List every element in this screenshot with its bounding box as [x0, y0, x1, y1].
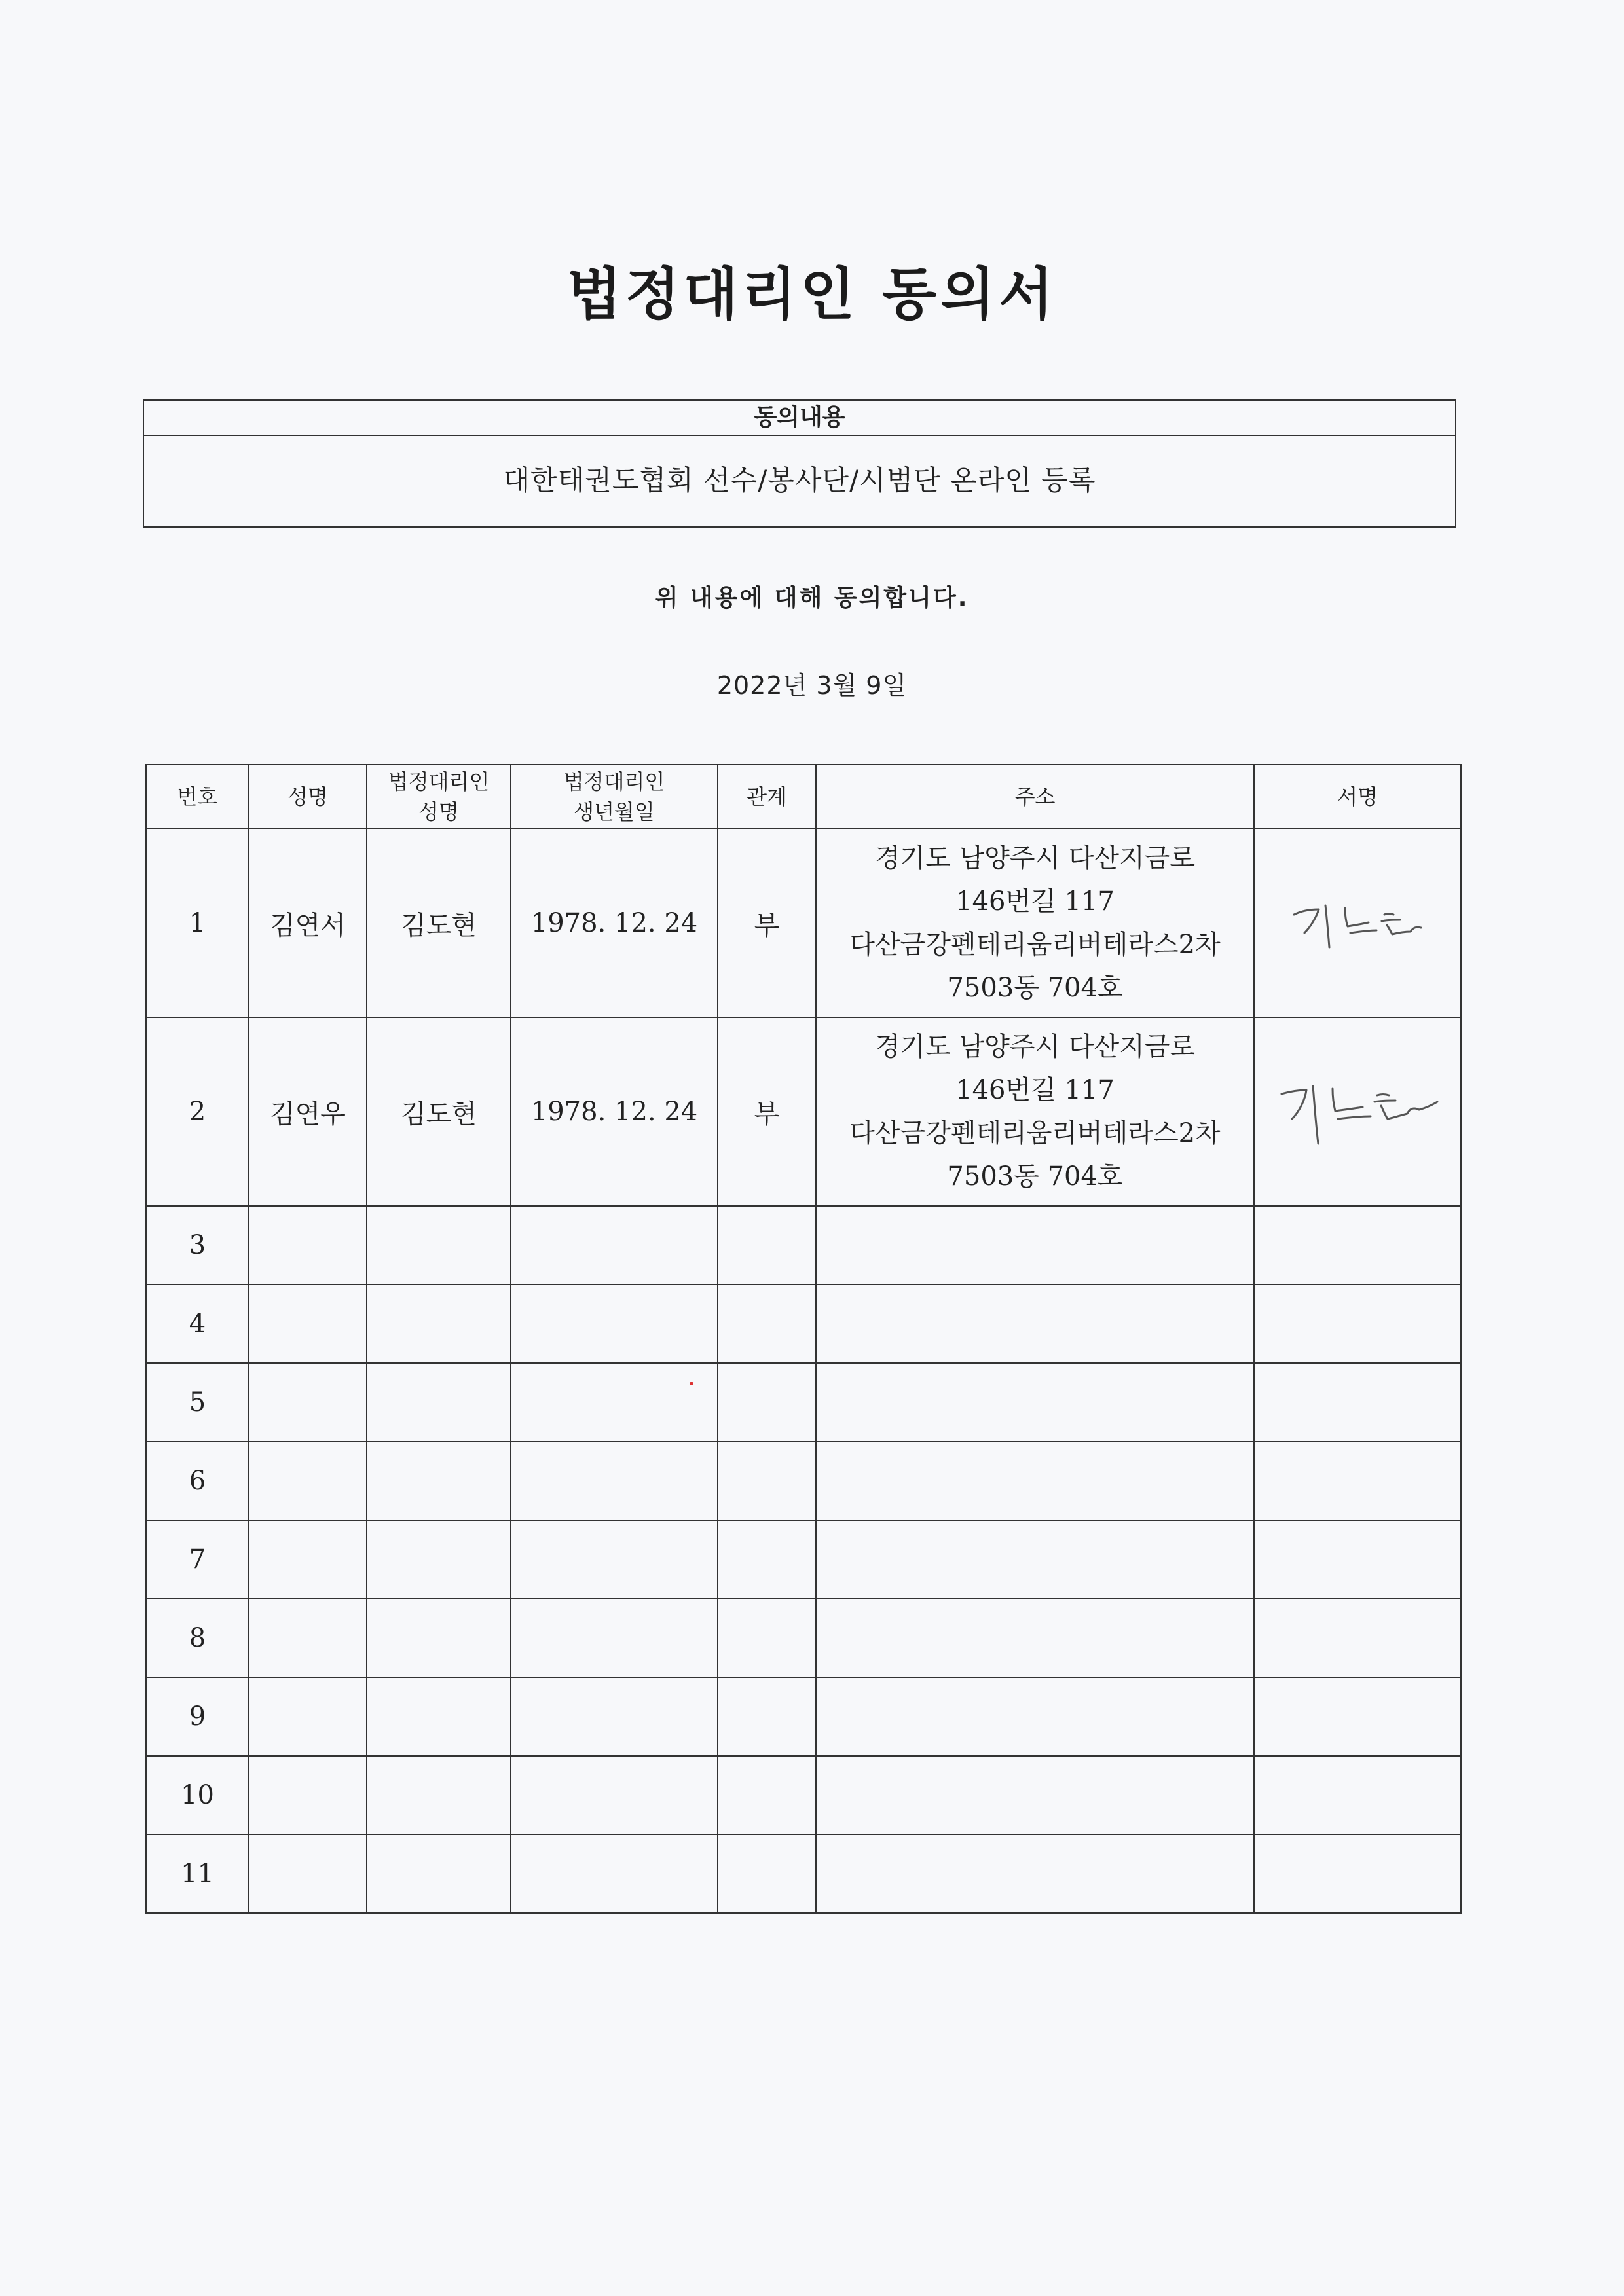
table-row — [146, 1442, 1461, 1520]
consent-date: 2022년 3월 9일 — [716, 671, 908, 700]
header-guardian-birth-line1: 법정대리인 — [563, 769, 665, 794]
header-name: 성명 — [249, 765, 367, 829]
row-no: 5 — [146, 1363, 249, 1442]
consent-content: 대한태권도협회 선수/봉사단/시범단 온라인 등록 — [503, 464, 1096, 496]
address-line: 경기도 남양주시 다산지금로 — [874, 843, 1196, 873]
table-row — [146, 1206, 1461, 1285]
table-row — [146, 1363, 1461, 1442]
row-no: 7 — [146, 1520, 249, 1599]
row-no: 11 — [146, 1834, 249, 1913]
table-row — [146, 1520, 1461, 1599]
row-guardian-name: 김도현 — [367, 1017, 511, 1206]
header-no: 번호 — [146, 765, 249, 829]
address-line: 다산금강펜테리움리버테라스2차 — [849, 1118, 1221, 1148]
row-no: 9 — [146, 1677, 249, 1756]
handwritten-signature — [1282, 894, 1433, 953]
row-signature — [1254, 829, 1461, 1017]
header-guardian-name — [367, 765, 511, 829]
header-guardian-birth — [511, 765, 718, 829]
header-guardian-name-line2: 성명 — [418, 799, 459, 824]
header-signature: 서명 — [1254, 765, 1461, 829]
table-row — [146, 1677, 1461, 1756]
row-no: 2 — [146, 1017, 249, 1206]
ink-speck — [690, 1382, 693, 1385]
table-row — [146, 1285, 1461, 1363]
address-line: 경기도 남양주시 다산지금로 — [874, 1032, 1196, 1062]
row-no: 1 — [146, 829, 249, 1017]
row-guardian-name: 김도현 — [367, 829, 511, 1017]
consent-heading: 동의내용 — [144, 401, 1455, 436]
row-no: 10 — [146, 1756, 249, 1834]
guardian-table — [145, 764, 1462, 1914]
table-row — [146, 1756, 1461, 1834]
agreement-statement: 위 내용에 대해 동의합니다. — [655, 585, 969, 611]
row-name: 김연서 — [249, 829, 367, 1017]
row-guardian-birth: 1978. 12. 24 — [511, 829, 718, 1017]
address-line: 146번길 117 — [955, 1075, 1115, 1105]
row-relation: 부 — [718, 1017, 816, 1206]
row-no: 8 — [146, 1599, 249, 1677]
row-no: 6 — [146, 1442, 249, 1520]
page-title: 법정대리인 동의서 — [566, 262, 1058, 327]
table-row — [146, 1599, 1461, 1677]
row-name: 김연우 — [249, 1017, 367, 1206]
address-line: 다산금강펜테리움리버테라스2차 — [849, 930, 1221, 960]
row-address — [816, 1017, 1254, 1206]
table-row — [146, 1834, 1461, 1913]
consent-box — [143, 399, 1456, 528]
row-no: 4 — [146, 1285, 249, 1363]
row-relation: 부 — [718, 829, 816, 1017]
table-header-row — [146, 765, 1461, 829]
header-guardian-name-line1: 법정대리인 — [388, 769, 490, 794]
row-signature — [1254, 1017, 1461, 1206]
table-row — [146, 1017, 1461, 1206]
header-guardian-birth-line2: 생년월일 — [574, 799, 655, 824]
address-line: 7503동 704호 — [947, 1161, 1123, 1192]
handwritten-signature — [1272, 1076, 1443, 1148]
row-no: 3 — [146, 1206, 249, 1285]
table-row — [146, 829, 1461, 1017]
address-line: 7503동 704호 — [947, 973, 1123, 1003]
row-guardian-birth: 1978. 12. 24 — [511, 1017, 718, 1206]
header-relation: 관계 — [718, 765, 816, 829]
row-address — [816, 829, 1254, 1017]
address-line: 146번길 117 — [955, 886, 1115, 917]
header-address: 주소 — [816, 765, 1254, 829]
